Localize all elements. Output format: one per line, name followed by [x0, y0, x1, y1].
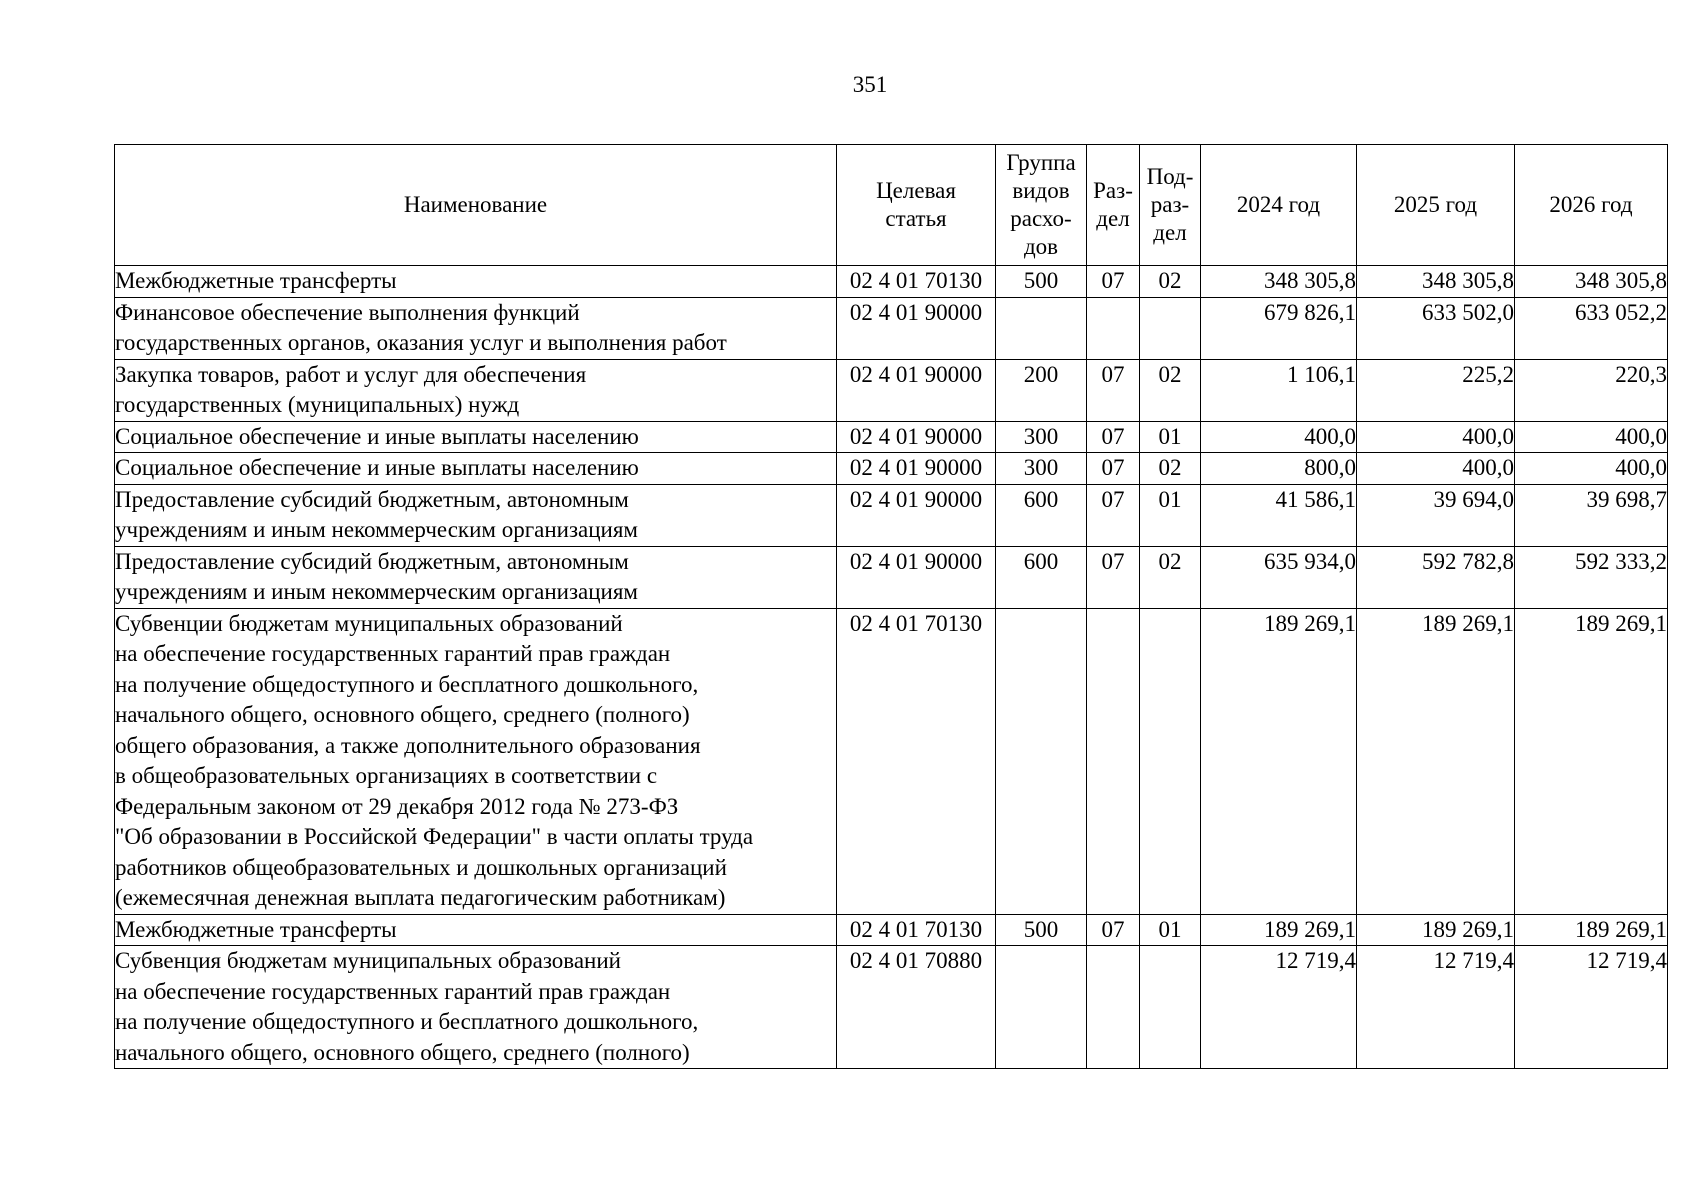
table-row [115, 484, 1668, 546]
row-2024: 635 934,0 [1201, 546, 1357, 608]
row-2024: 41 586,1 [1201, 484, 1357, 546]
row-2026: 400,0 [1515, 421, 1668, 453]
row-2026: 220,3 [1515, 359, 1668, 421]
header-2026: 2026 год [1515, 145, 1668, 266]
table-row [115, 453, 1668, 485]
row-group: 300 [996, 453, 1087, 485]
row-2024: 348 305,8 [1201, 266, 1357, 298]
row-2026: 633 052,2 [1515, 297, 1668, 359]
row-2024: 12 719,4 [1201, 946, 1357, 1069]
row-2025: 633 502,0 [1357, 297, 1515, 359]
row-target: 02 4 01 90000 [837, 484, 996, 546]
row-name: Финансовое обеспечение выполнения функций государственных органов, оказания услуг и выполнения работ [115, 297, 837, 359]
row-2025: 12 719,4 [1357, 946, 1515, 1069]
row-2024: 679 826,1 [1201, 297, 1357, 359]
table-row [115, 297, 1668, 359]
table-row [115, 914, 1668, 946]
row-group [996, 297, 1087, 359]
header-2024: 2024 год [1201, 145, 1357, 266]
row-subsection: 01 [1140, 484, 1201, 546]
row-subsection: 02 [1140, 266, 1201, 298]
table-row [115, 608, 1668, 914]
row-2025: 348 305,8 [1357, 266, 1515, 298]
table-row [115, 266, 1668, 298]
table-row [115, 946, 1668, 1069]
row-target: 02 4 01 70880 [837, 946, 996, 1069]
row-name: Закупка товаров, работ и услуг для обеспечения государственных (муниципальных) нужд [115, 359, 837, 421]
row-section: 07 [1087, 914, 1140, 946]
table-header-row [115, 145, 1668, 266]
row-group [996, 608, 1087, 914]
row-subsection [1140, 946, 1201, 1069]
row-group: 500 [996, 914, 1087, 946]
row-group: 600 [996, 546, 1087, 608]
page-number: 351 [852, 72, 888, 97]
row-2024: 189 269,1 [1201, 608, 1357, 914]
header-name: Наименование [115, 145, 837, 266]
row-section: 07 [1087, 421, 1140, 453]
row-target: 02 4 01 90000 [837, 546, 996, 608]
row-2025: 225,2 [1357, 359, 1515, 421]
row-group: 200 [996, 359, 1087, 421]
row-2026: 12 719,4 [1515, 946, 1668, 1069]
header-section: Раз- дел [1087, 145, 1140, 266]
row-group: 300 [996, 421, 1087, 453]
row-2025: 189 269,1 [1357, 914, 1515, 946]
row-target: 02 4 01 90000 [837, 421, 996, 453]
row-2025: 39 694,0 [1357, 484, 1515, 546]
row-2024: 400,0 [1201, 421, 1357, 453]
row-name: Межбюджетные трансферты [115, 914, 837, 946]
row-2024: 1 106,1 [1201, 359, 1357, 421]
row-section: 07 [1087, 546, 1140, 608]
row-target: 02 4 01 90000 [837, 359, 996, 421]
row-subsection [1140, 608, 1201, 914]
row-2025: 592 782,8 [1357, 546, 1515, 608]
row-group: 500 [996, 266, 1087, 298]
row-group [996, 946, 1087, 1069]
header-target: Целевая статья [837, 145, 996, 266]
table-row [115, 359, 1668, 421]
row-target: 02 4 01 70130 [837, 914, 996, 946]
row-2025: 400,0 [1357, 453, 1515, 485]
row-subsection: 02 [1140, 453, 1201, 485]
row-name: Социальное обеспечение и иные выплаты населению [115, 421, 837, 453]
table-row [115, 421, 1668, 453]
table-row [115, 546, 1668, 608]
row-section: 07 [1087, 453, 1140, 485]
row-2025: 400,0 [1357, 421, 1515, 453]
row-name: Субвенции бюджетам муниципальных образований на обеспечение государственных гарантий прав граждан на получение общедоступного и бесплатного дошкольного, начального общего, основного общего, среднего (полного) общего образования, а также дополнительного образования в общеобразовательных организациях в соответствии с Федеральным законом от 29 декабря 2012 года № 273-ФЗ "Об образовании в Российской Федерации" в части оплаты труда работников общеобразовательных и дошкольных организаций (ежемесячная денежная выплата педагогическим работникам) [115, 608, 837, 914]
header-group: Группа видов расхо- дов [996, 145, 1087, 266]
row-2025: 189 269,1 [1357, 608, 1515, 914]
row-2026: 400,0 [1515, 453, 1668, 485]
row-target: 02 4 01 70130 [837, 266, 996, 298]
row-2026: 348 305,8 [1515, 266, 1668, 298]
row-subsection: 01 [1140, 914, 1201, 946]
row-name: Предоставление субсидий бюджетным, автономным учреждениям и иным некоммерческим организациям [115, 484, 837, 546]
row-name: Предоставление субсидий бюджетным, автономным учреждениям и иным некоммерческим организациям [115, 546, 837, 608]
row-2026: 189 269,1 [1515, 914, 1668, 946]
row-subsection: 01 [1140, 421, 1201, 453]
row-name: Социальное обеспечение и иные выплаты населению [115, 453, 837, 485]
row-group: 600 [996, 484, 1087, 546]
header-subsection: Под- раз- дел [1140, 145, 1201, 266]
row-2024: 189 269,1 [1201, 914, 1357, 946]
row-section: 07 [1087, 359, 1140, 421]
row-name: Субвенция бюджетам муниципальных образований на обеспечение государственных гарантий прав граждан на получение общедоступного и бесплатного дошкольного, начального общего, основного общего, среднего (полного) [115, 946, 837, 1069]
row-name: Межбюджетные трансферты [115, 266, 837, 298]
row-2026: 39 698,7 [1515, 484, 1668, 546]
row-2026: 189 269,1 [1515, 608, 1668, 914]
row-subsection: 02 [1140, 546, 1201, 608]
header-2025: 2025 год [1357, 145, 1515, 266]
row-subsection: 02 [1140, 359, 1201, 421]
row-section [1087, 297, 1140, 359]
row-2026: 592 333,2 [1515, 546, 1668, 608]
row-target: 02 4 01 90000 [837, 297, 996, 359]
row-section: 07 [1087, 484, 1140, 546]
row-section [1087, 608, 1140, 914]
row-subsection [1140, 297, 1201, 359]
row-2024: 800,0 [1201, 453, 1357, 485]
row-target: 02 4 01 90000 [837, 453, 996, 485]
row-section: 07 [1087, 266, 1140, 298]
row-section [1087, 946, 1140, 1069]
budget-table [114, 144, 1668, 1069]
row-target: 02 4 01 70130 [837, 608, 996, 914]
